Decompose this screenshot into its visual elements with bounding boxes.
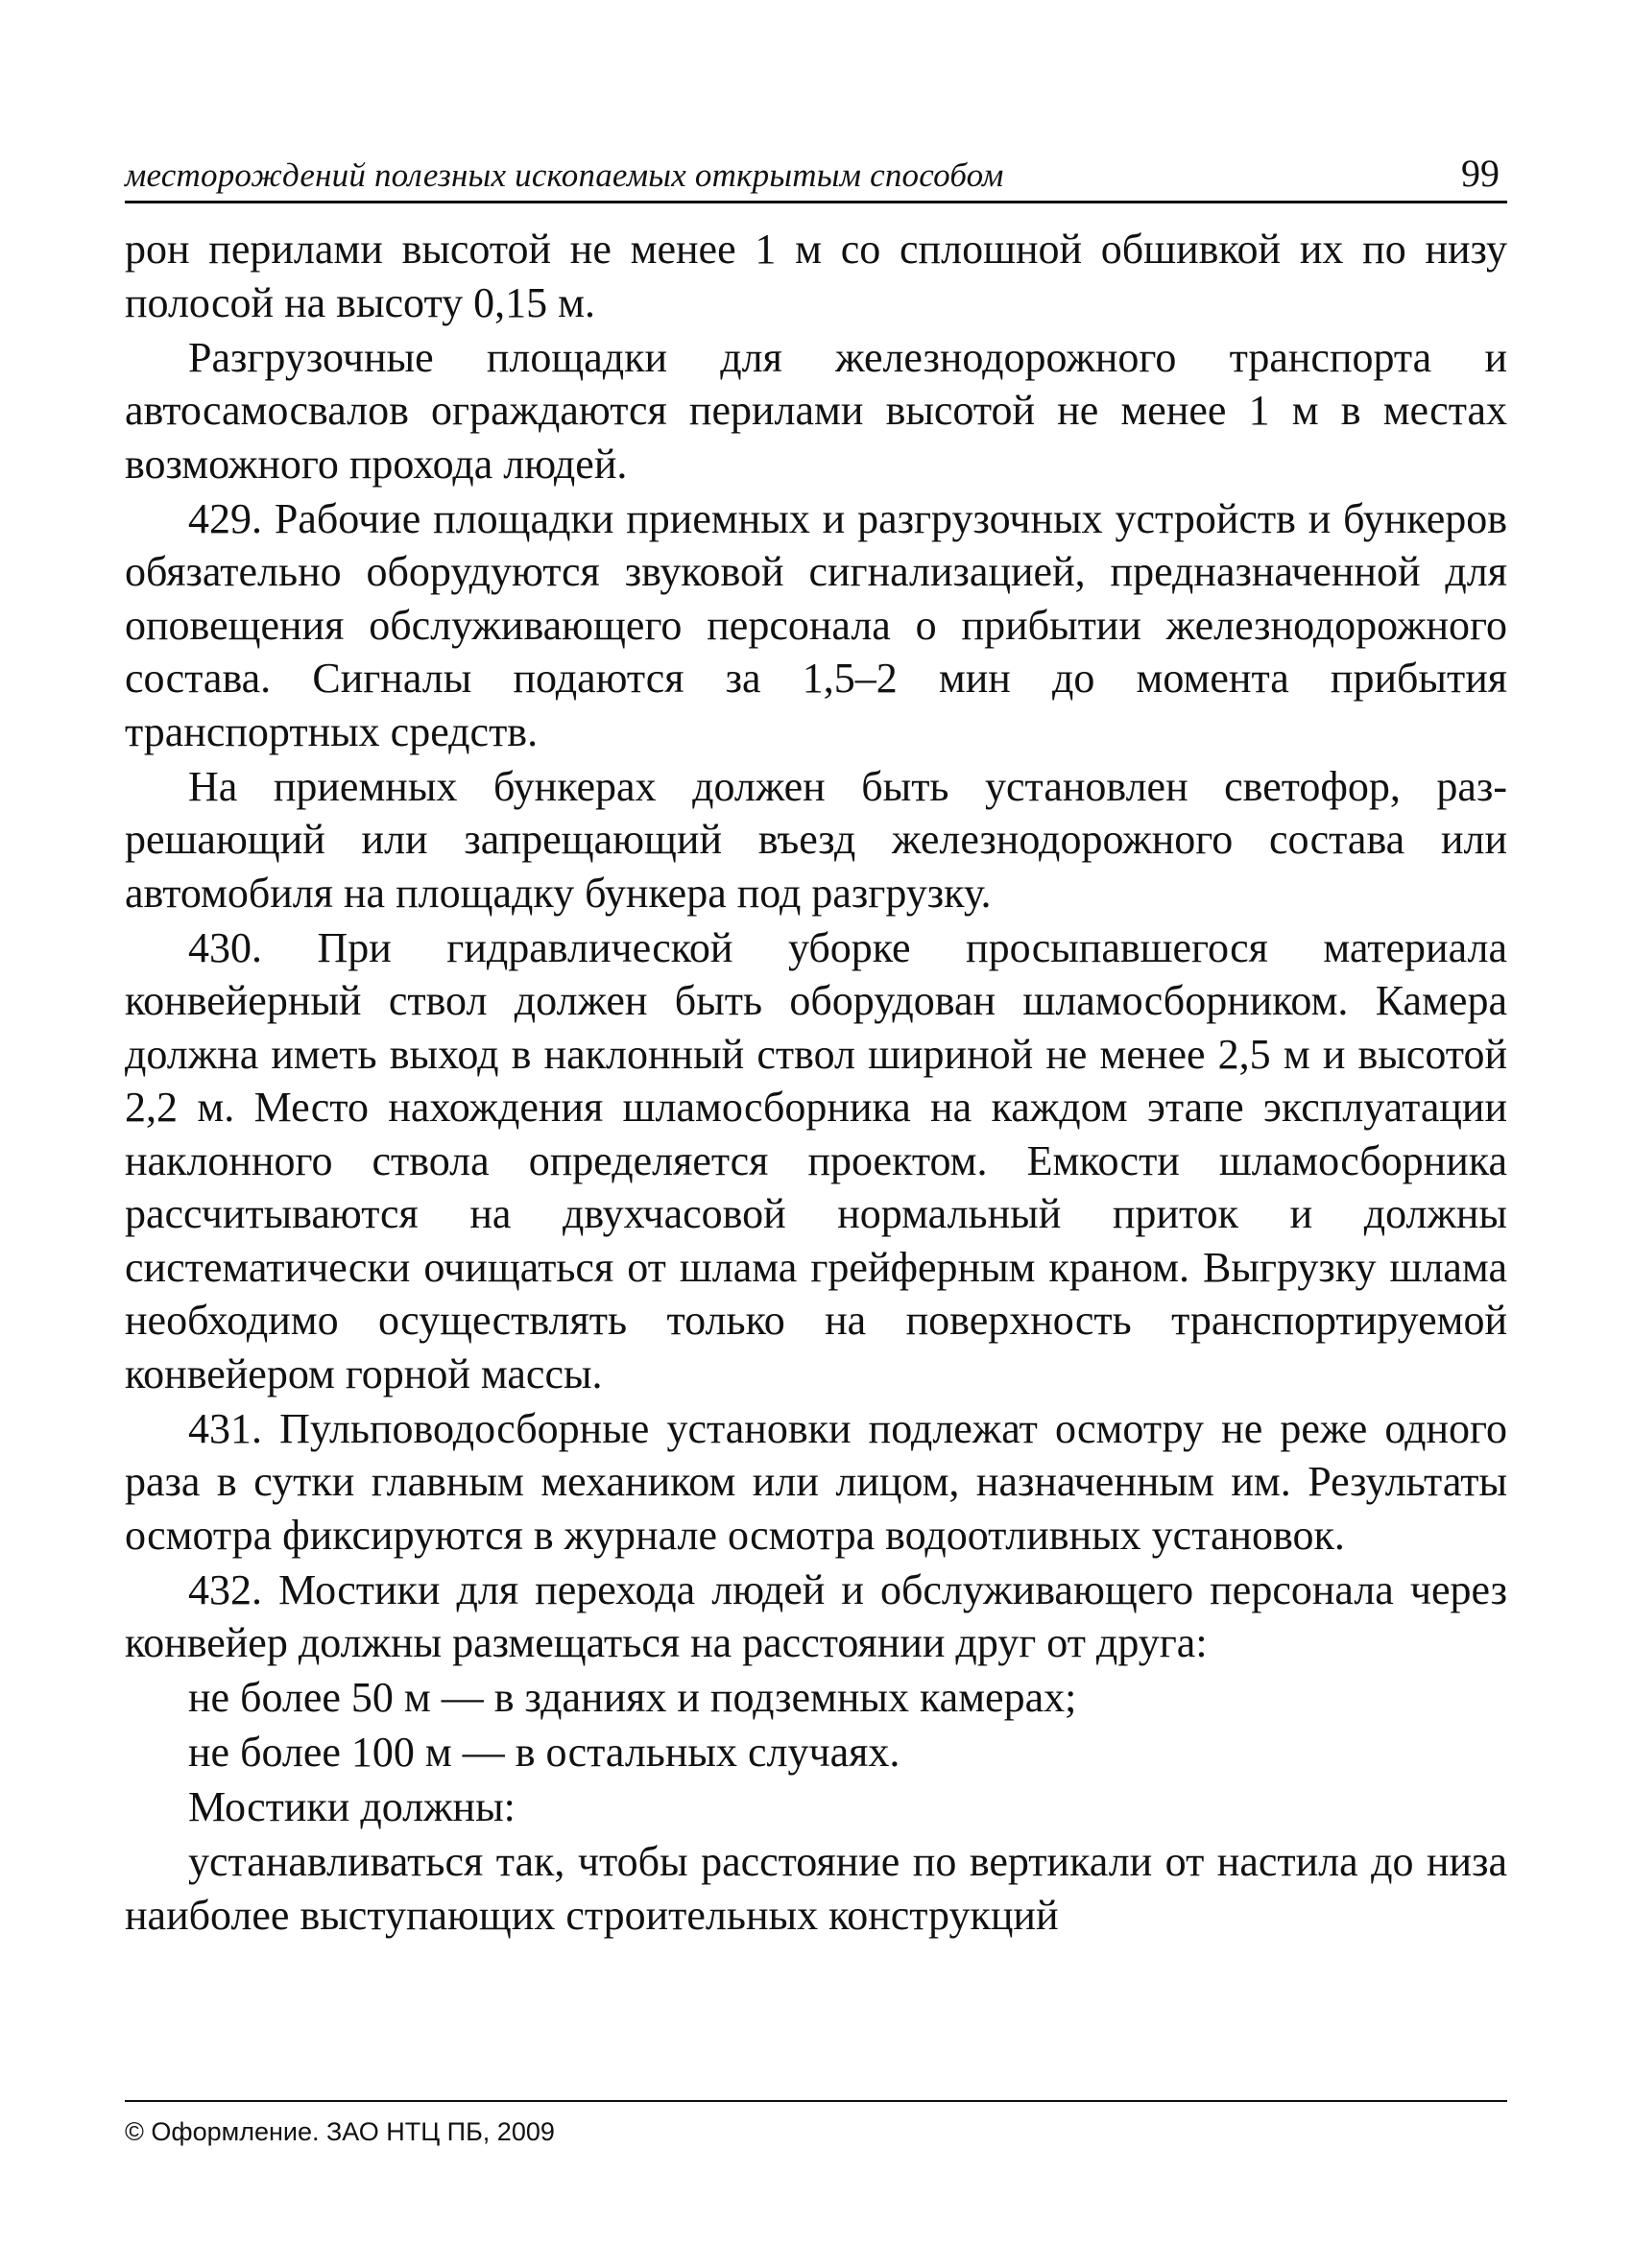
- page-number: 99: [1461, 152, 1500, 195]
- paragraph-bridges-must: Мостики должны:: [188, 1783, 516, 1830]
- list-item-100m: не более 100 м — в остальных случаях.: [188, 1729, 900, 1776]
- paragraph-431: 431. Пульповодосборные установки подлежат осмотру не реже одного раза в сутки главным механиком или лицом, назначенным им. Результаты осмотра фиксируются в журнале осмотра водоотливных установок.: [125, 1404, 1507, 1559]
- body-text: [125, 223, 1507, 1944]
- list-item-50m: не более 50 м — в зданиях и подземных камерах;: [188, 1674, 1077, 1721]
- running-header: [125, 144, 1507, 203]
- paragraph-traffic-light: На приемных бункерах должен быть установлен светофор, разрешающий или запрещающий въезд железнодорожного состава или автомобиля на площадку бункера под разгрузку.: [125, 762, 1507, 917]
- paragraph-429: 429. Рабочие площадки приемных и разгрузочных устройств и бункеров обязательно оборудуются звуковой сигнализацией, предназначенной для оповещения обслуживающего персонала о прибытии железнодорожного состава. Сигналы подаются за 1,5–2 мин до момента прибытия транспортных средств.: [125, 494, 1507, 755]
- footer-copyright: © Оформление. ЗАО НТЦ ПБ, 2009: [125, 2117, 555, 2146]
- paragraph-unloading-platforms: Разгрузочные площадки для железнодорожного транспорта и автосамосвалов ограждаются перилами высотой не менее 1 м в местах возможного прохода людей.: [125, 333, 1507, 488]
- paragraph-430: 430. При гидравлической уборке просыпавшегося материала конвейерный ствол должен быть оборудован шламосборником. Камера должна иметь выход в наклонный ствол шириной не менее 2,5 м и высотой 2,2 м. Место нахождения шламосборника на каждом этапе эксплуатации наклонного ствола определяется проектом. Емкости шламосборника рассчитываются на двухчасовой нормальный приток и должны систематически очищаться от шлама грейферным краном. Выгрузку шлама необходимо осуществлять только на поверхность транспортируемой конвейером горной массы.: [125, 923, 1507, 1397]
- paragraph-432: 432. Мостики для перехода людей и обслуживающего персонала через конвейер должны размещаться на расстоянии друг от друга:: [125, 1565, 1507, 1666]
- paragraph-install-distance: устанавливаться так, чтобы расстояние по вертикали от настила до низа наиболее выступающих строительных конструкций: [125, 1838, 1507, 1939]
- paragraph-continuation: рон перилами высотой не менее 1 м со сплошной обшивкой их по низу полосой на высоту 0,15 м.: [125, 226, 1507, 326]
- footer-divider: [125, 2100, 1507, 2102]
- running-title: месторождений полезных ископаемых открытым способом: [125, 156, 1004, 194]
